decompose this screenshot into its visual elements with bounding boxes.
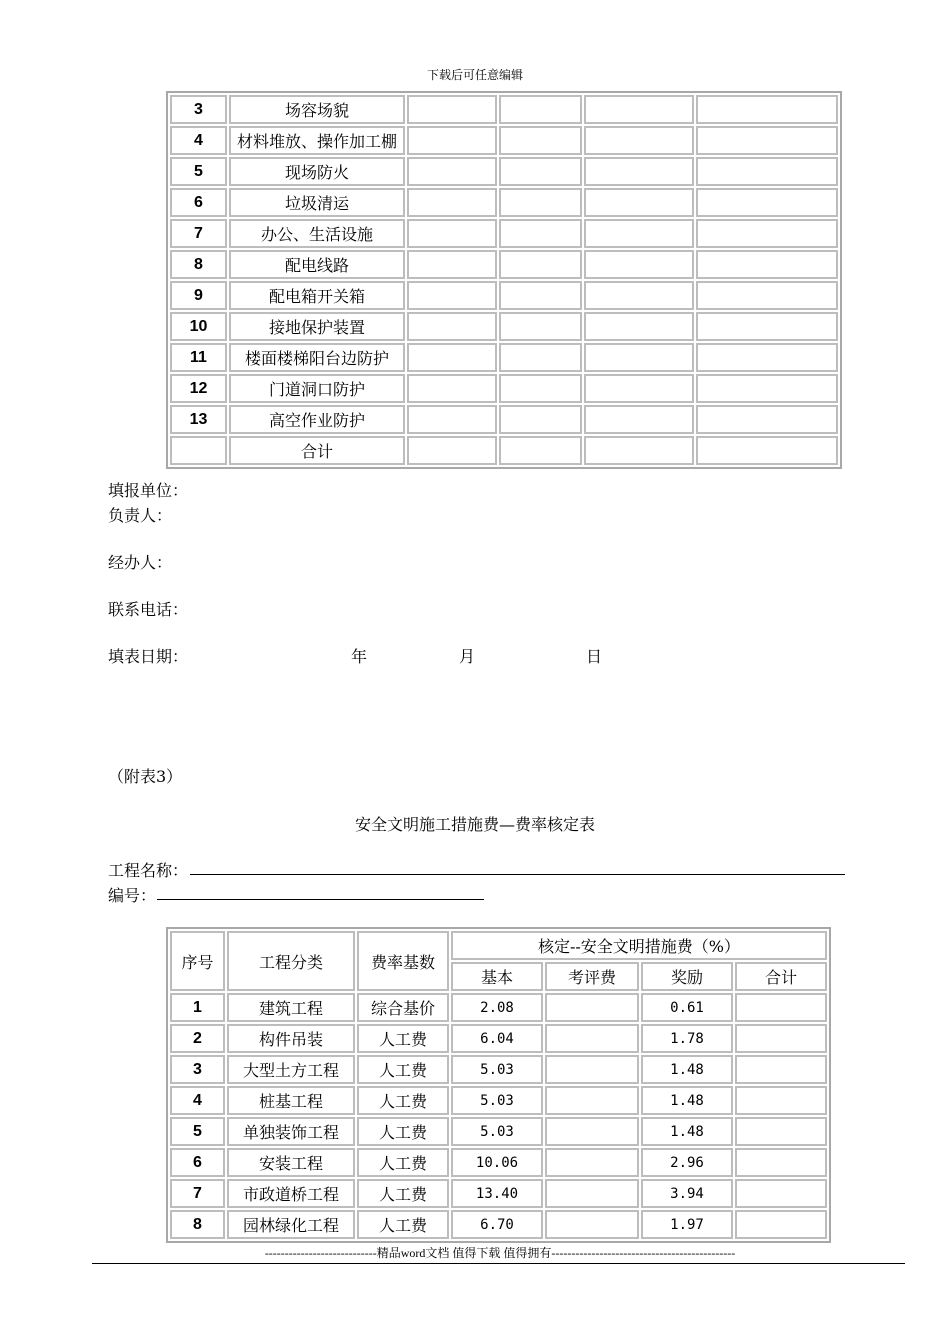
row-cell xyxy=(499,312,582,341)
row-total xyxy=(735,1024,827,1053)
table-row xyxy=(170,126,838,155)
row-cell xyxy=(407,250,497,279)
handler-label: 经办人： xyxy=(108,553,173,572)
project-name-field[interactable] xyxy=(190,874,845,875)
row-number: 12 xyxy=(170,374,227,403)
row-basic: 5.03 xyxy=(451,1117,543,1146)
row-item-name: 合计 xyxy=(229,436,405,465)
row-eval xyxy=(545,1086,639,1115)
serial-field[interactable] xyxy=(157,899,484,900)
row-cell xyxy=(407,219,497,248)
date-year: 年 xyxy=(351,647,368,666)
row-cell xyxy=(696,250,838,279)
table-row xyxy=(170,250,838,279)
row-eval xyxy=(545,1024,639,1053)
row-basic: 5.03 xyxy=(451,1055,543,1084)
row-cell xyxy=(499,250,582,279)
header-eval: 考评费 xyxy=(545,962,639,991)
row-basic: 2.08 xyxy=(451,993,543,1022)
row-number: 7 xyxy=(170,1179,225,1208)
header-category: 工程分类 xyxy=(227,931,355,991)
row-total xyxy=(735,1148,827,1177)
row-number: 9 xyxy=(170,281,227,310)
row-category: 园林绿化工程 xyxy=(227,1210,355,1239)
row-reward: 1.78 xyxy=(641,1024,733,1053)
row-cell xyxy=(584,188,694,217)
row-basic: 6.04 xyxy=(451,1024,543,1053)
row-cell xyxy=(696,219,838,248)
person-label: 负责人： xyxy=(108,506,173,525)
row-eval xyxy=(545,1210,639,1239)
row-cell xyxy=(499,405,582,434)
row-cell xyxy=(499,374,582,403)
row-number: 8 xyxy=(170,1210,225,1239)
row-cell xyxy=(584,157,694,186)
row-cell xyxy=(407,95,497,124)
row-eval xyxy=(545,1148,639,1177)
row-item-name: 现场防火 xyxy=(229,157,405,186)
row-cell xyxy=(584,219,694,248)
row-basic: 6.70 xyxy=(451,1210,543,1239)
inspection-table xyxy=(166,91,842,469)
table-row xyxy=(170,219,838,248)
header-group: 核定--安全文明措施费（%） xyxy=(451,931,827,960)
header-total: 合计 xyxy=(735,962,827,991)
row-cell xyxy=(407,374,497,403)
table-row xyxy=(170,1024,827,1053)
header-reward: 奖励 xyxy=(641,962,733,991)
row-number: 10 xyxy=(170,312,227,341)
row-number: 6 xyxy=(170,1148,225,1177)
row-cell xyxy=(696,374,838,403)
table-row xyxy=(170,374,838,403)
row-total xyxy=(735,1179,827,1208)
row-number: 11 xyxy=(170,343,227,372)
row-cell xyxy=(407,126,497,155)
row-cell xyxy=(499,95,582,124)
row-cell xyxy=(584,126,694,155)
row-eval xyxy=(545,1179,639,1208)
row-total xyxy=(735,1117,827,1146)
phone-label: 联系电话： xyxy=(108,600,189,619)
table-row xyxy=(170,436,838,465)
row-category: 构件吊装 xyxy=(227,1024,355,1053)
row-category: 单独装饰工程 xyxy=(227,1117,355,1146)
row-cell xyxy=(499,126,582,155)
row-cell xyxy=(584,312,694,341)
row-total xyxy=(735,993,827,1022)
row-base: 人工费 xyxy=(357,1024,449,1053)
project-name-label: 工程名称： xyxy=(108,861,189,880)
table-row xyxy=(170,188,838,217)
table-row xyxy=(170,343,838,372)
row-basic: 10.06 xyxy=(451,1148,543,1177)
footer-text: ----------------------------精品word文档 值得下载 值得拥有---------------------------------------------- xyxy=(264,1246,736,1260)
row-item-name: 材料堆放、操作加工棚 xyxy=(229,126,405,155)
row-cell xyxy=(407,343,497,372)
row-cell xyxy=(407,312,497,341)
row-item-name: 办公、生活设施 xyxy=(229,219,405,248)
row-category: 大型土方工程 xyxy=(227,1055,355,1084)
row-number: 5 xyxy=(170,157,227,186)
row-item-name: 高空作业防护 xyxy=(229,405,405,434)
header-seq: 序号 xyxy=(170,931,225,991)
row-base: 人工费 xyxy=(357,1148,449,1177)
row-reward: 1.48 xyxy=(641,1055,733,1084)
row-item-name: 门道洞口防护 xyxy=(229,374,405,403)
row-cell xyxy=(407,188,497,217)
row-cell xyxy=(696,343,838,372)
table-row xyxy=(170,1179,827,1208)
table-row xyxy=(170,1055,827,1084)
row-item-name: 接地保护装置 xyxy=(229,312,405,341)
row-cell xyxy=(499,281,582,310)
row-cell xyxy=(584,405,694,434)
row-cell xyxy=(584,250,694,279)
row-base: 人工费 xyxy=(357,1179,449,1208)
table-row xyxy=(170,281,838,310)
row-reward: 3.94 xyxy=(641,1179,733,1208)
row-item-name: 配电线路 xyxy=(229,250,405,279)
date-day: 日 xyxy=(586,647,603,666)
row-cell xyxy=(696,312,838,341)
row-base: 综合基价 xyxy=(357,993,449,1022)
row-cell xyxy=(407,405,497,434)
table-row xyxy=(170,95,838,124)
row-reward: 1.48 xyxy=(641,1117,733,1146)
row-cell xyxy=(696,188,838,217)
row-number: 13 xyxy=(170,405,227,434)
appendix-label: （附表3） xyxy=(108,767,183,786)
header-base: 费率基数 xyxy=(357,931,449,991)
table-row xyxy=(170,1086,827,1115)
row-number: 4 xyxy=(170,1086,225,1115)
row-base: 人工费 xyxy=(357,1086,449,1115)
table-row xyxy=(170,993,827,1022)
row-cell xyxy=(584,436,694,465)
footer-divider xyxy=(92,1263,905,1264)
row-cell xyxy=(584,281,694,310)
row-number: 3 xyxy=(170,1055,225,1084)
row-number: 4 xyxy=(170,126,227,155)
row-category: 桩基工程 xyxy=(227,1086,355,1115)
date-month: 月 xyxy=(459,647,476,666)
row-total xyxy=(735,1210,827,1239)
header-note: 下载后可任意编辑 xyxy=(426,68,523,82)
row-reward: 0.61 xyxy=(641,993,733,1022)
row-cell xyxy=(407,281,497,310)
row-cell xyxy=(696,95,838,124)
row-eval xyxy=(545,1117,639,1146)
row-eval xyxy=(545,993,639,1022)
row-cell xyxy=(499,436,582,465)
row-category: 建筑工程 xyxy=(227,993,355,1022)
row-base: 人工费 xyxy=(357,1055,449,1084)
date-label: 填表日期： xyxy=(108,647,189,666)
row-cell xyxy=(696,157,838,186)
row-base: 人工费 xyxy=(357,1210,449,1239)
table-row xyxy=(170,405,838,434)
page-title: 安全文明施工措施费—费率核定表 xyxy=(354,815,595,834)
row-total xyxy=(735,1055,827,1084)
row-basic: 13.40 xyxy=(451,1179,543,1208)
row-cell xyxy=(584,95,694,124)
row-total xyxy=(735,1086,827,1115)
row-category: 市政道桥工程 xyxy=(227,1179,355,1208)
row-eval xyxy=(545,1055,639,1084)
table-row xyxy=(170,1117,827,1146)
row-cell xyxy=(584,374,694,403)
row-number: 8 xyxy=(170,250,227,279)
row-reward: 2.96 xyxy=(641,1148,733,1177)
row-cell xyxy=(407,157,497,186)
row-item-name: 楼面楼梯阳台边防护 xyxy=(229,343,405,372)
table-row xyxy=(170,312,838,341)
row-cell xyxy=(696,436,838,465)
row-item-name: 垃圾清运 xyxy=(229,188,405,217)
header-basic: 基本 xyxy=(451,962,543,991)
table-row xyxy=(170,1210,827,1239)
row-number: 2 xyxy=(170,1024,225,1053)
unit-label: 填报单位： xyxy=(108,481,189,500)
rate-table xyxy=(166,927,831,1243)
row-number: 5 xyxy=(170,1117,225,1146)
row-number xyxy=(170,436,227,465)
row-cell xyxy=(499,343,582,372)
serial-label: 编号： xyxy=(108,886,157,905)
row-reward: 1.48 xyxy=(641,1086,733,1115)
row-number: 7 xyxy=(170,219,227,248)
row-reward: 1.97 xyxy=(641,1210,733,1239)
row-cell xyxy=(696,126,838,155)
row-cell xyxy=(499,219,582,248)
row-base: 人工费 xyxy=(357,1117,449,1146)
row-cell xyxy=(499,188,582,217)
row-category: 安装工程 xyxy=(227,1148,355,1177)
row-cell xyxy=(696,405,838,434)
table-row xyxy=(170,1148,827,1177)
row-number: 6 xyxy=(170,188,227,217)
row-item-name: 配电箱开关箱 xyxy=(229,281,405,310)
row-cell xyxy=(499,157,582,186)
row-cell xyxy=(407,436,497,465)
row-number: 1 xyxy=(170,993,225,1022)
row-number: 3 xyxy=(170,95,227,124)
row-cell xyxy=(696,281,838,310)
row-item-name: 场容场貌 xyxy=(229,95,405,124)
row-cell xyxy=(584,343,694,372)
table-row xyxy=(170,157,838,186)
row-basic: 5.03 xyxy=(451,1086,543,1115)
